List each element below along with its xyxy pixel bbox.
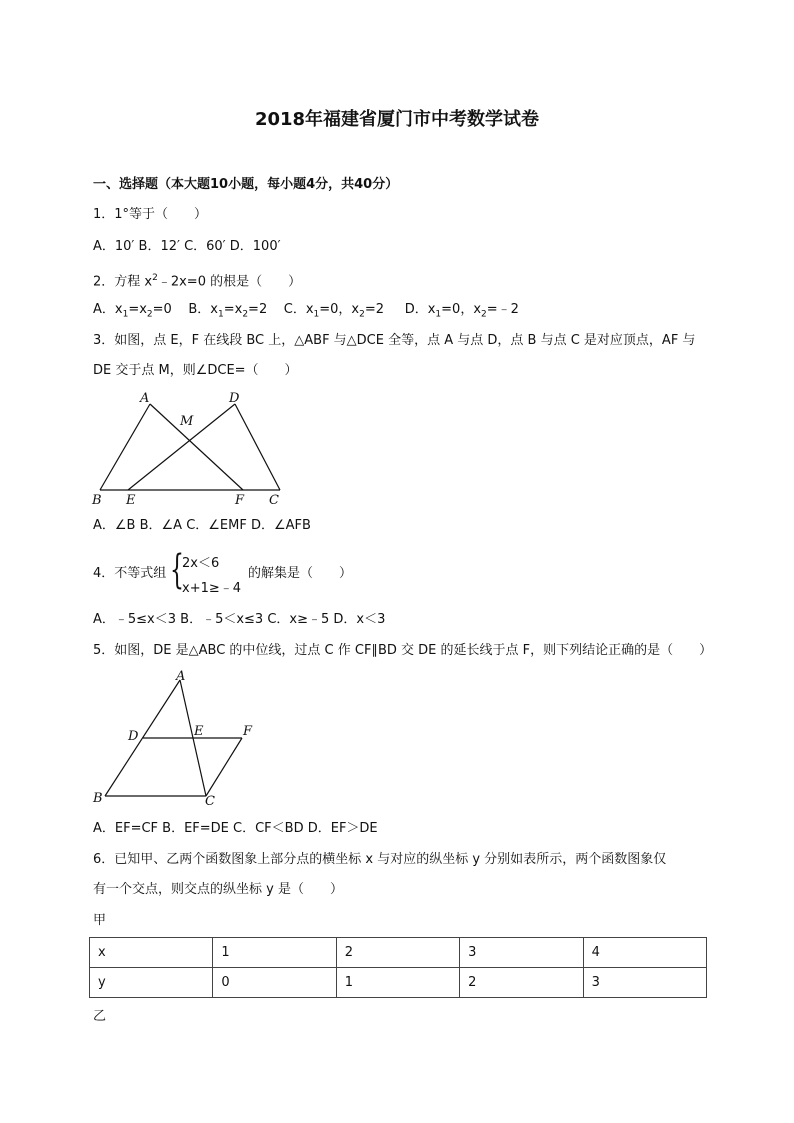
q3-label-d: D [229,391,240,406]
table-cell: 1 [213,938,336,968]
question-3-stem-line1: 3．如图，点 E，F 在线段 BC 上，△ABF 与△DCE 全等，点 A 与点 D，点 B 与点 C 是对应顶点，AF 与 [93,333,696,348]
question-4-stem-post: 的解集是（ ） [248,566,353,581]
q4-inequality-1: 2x＜6 [182,556,220,571]
q3-label-m: M [180,414,194,429]
section-heading: 一、选择题（本大题10小题，每小题4分，共40分） [93,177,399,192]
question-4-stem-pre: 4．不等式组 [93,566,167,581]
question-3-figure [88,387,298,507]
table-cell: x [90,938,213,968]
question-1-options: A．10′ B．12′ C．60′ D．100′ [93,239,281,254]
q5-label-b: B [93,791,103,806]
q5-segment-fc [206,738,242,796]
q5-label-c: C [205,794,215,808]
q3-label-c: C [269,493,279,507]
q2-stem-post: ﹣2x=0 的根是（ ） [157,274,302,290]
q5-label-f: F [243,724,253,739]
q2-option-b: B．$x_1=x_2=2$ [188,302,268,320]
table-label-jia: 甲 [93,913,107,928]
question-3-options: A．∠B B．∠A C．∠EMF D．∠AFB [93,518,311,533]
q3-label-f: F [235,493,245,507]
table-jia [89,937,707,998]
q3-segment-af [150,404,243,490]
question-5-options: A．EF=CF B．EF=DE C．CF＜BD D．EF＞DE [93,821,378,836]
table-cell: 1 [336,968,459,998]
q2-option-d: D．$x_1=0$，$x_2=﹣2$ [404,302,519,320]
table-cell: 3 [460,938,583,968]
q2-stem-pre: 2．方程 x [93,274,153,290]
question-3-stem-line2: DE 交于点 M，则∠DCE=（ ） [93,363,298,378]
q4-brace-icon: { [170,547,184,593]
question-6-stem-line1: 6．已知甲、乙两个函数图象上部分点的横坐标 x 与对应的纵坐标 y 分别如表所示，两个函数图象仅 [93,852,667,867]
table-cell: y [90,968,213,998]
table-cell: 0 [213,968,336,998]
q5-label-e: E [194,724,204,739]
table-cell: 2 [336,938,459,968]
q2-stem-sup: 2 [152,273,158,283]
table-label-yi: 乙 [93,1009,107,1024]
question-2-options [93,302,519,323]
table-row [90,938,707,968]
question-5-figure [88,668,268,808]
table-row [90,968,707,998]
q3-label-b: B [92,493,102,507]
q3-label-e: E [126,493,136,507]
q3-segment-dc [235,404,280,490]
question-5-stem: 5．如图，DE 是△ABC 的中位线，过点 C 作 CF∥BD 交 DE 的延长线于点 F，则下列结论正确的是（ ） [93,643,713,658]
question-2-stem [93,270,301,290]
q2-option-a: A．$x_1=x_2=0$ [93,302,172,320]
table-cell: 2 [460,968,583,998]
q5-label-d: D [128,729,139,744]
table-cell: 4 [583,938,706,968]
question-1-stem: 1．1°等于（ ） [93,207,208,222]
table-cell: 3 [583,968,706,998]
q4-inequality-2: x+1≥﹣4 [182,581,242,596]
q3-segment-ba [100,404,150,490]
q2-option-c: C．$x_1=0$，$x_2=2$ [283,302,385,320]
page-title: 2018年福建省厦门市中考数学试卷 [254,109,540,130]
question-6-stem-line2: 有一个交点，则交点的纵坐标 y 是（ ） [93,882,343,897]
q5-label-a: A [176,669,186,684]
question-4-options: A．﹣5≤x＜3 B．﹣5＜x≤3 C．x≥﹣5 D．x＜3 [93,612,386,627]
q3-label-a: A [140,391,150,406]
